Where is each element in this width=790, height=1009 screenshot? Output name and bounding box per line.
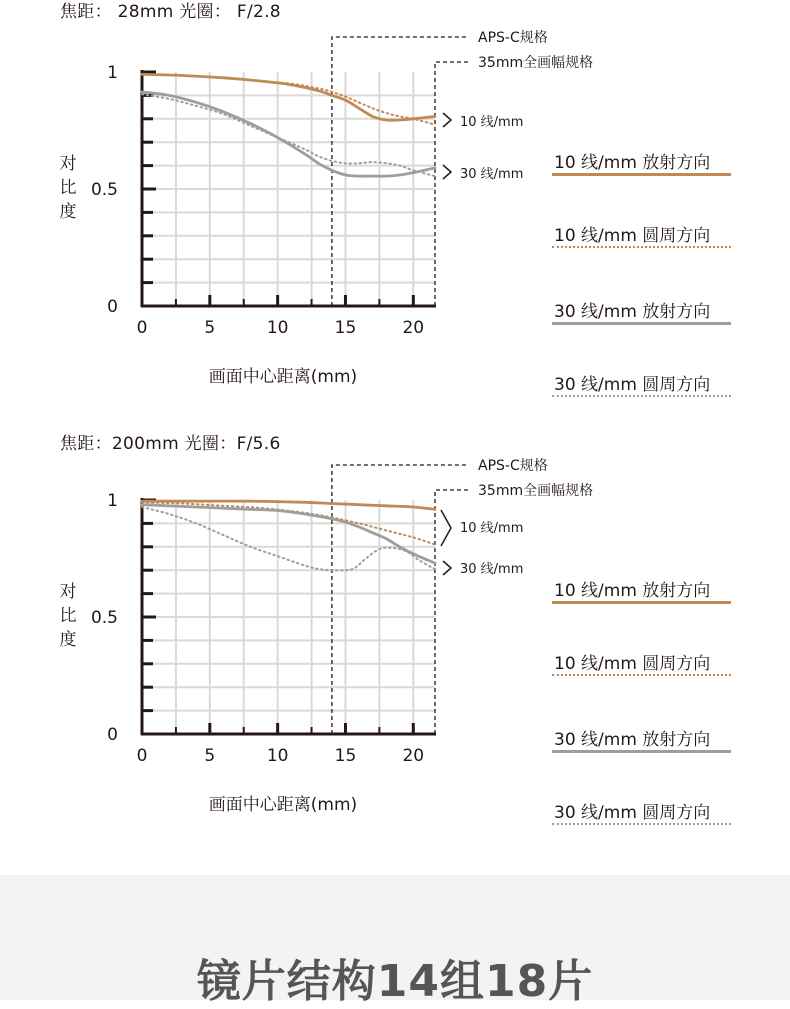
- annotation-chevron: [443, 113, 451, 127]
- series-line-3: [142, 94, 435, 176]
- x-tick-label: 10: [266, 318, 289, 338]
- legend-item-10-radial: [552, 148, 731, 178]
- y-tick-label: 1: [107, 63, 118, 83]
- x-tick-label: 0: [136, 318, 148, 338]
- y-tick-label: 0.5: [90, 608, 118, 628]
- annotation-bracket: [441, 510, 451, 546]
- series-line-0: [142, 74, 435, 120]
- legend-swatch: [552, 750, 731, 753]
- y-axis-label: 度: [59, 202, 77, 222]
- y-tick-label: 0: [107, 297, 118, 317]
- y-axis-label: 度: [59, 630, 77, 650]
- legend-swatch: [552, 173, 731, 176]
- annotation-10lp-label: 10 线/mm: [460, 521, 524, 536]
- x-tick-label: 20: [402, 746, 425, 766]
- annotation-30lp-label: 30 线/mm: [460, 167, 524, 182]
- full-frame-marker-label: 35mm全画幅规格: [478, 55, 594, 71]
- legend-item-10-tangential: [552, 649, 731, 679]
- legend-label: 10 线/mm 圆周方向: [554, 654, 711, 674]
- y-axis-label: 比: [59, 178, 77, 198]
- legend-swatch: [552, 246, 731, 248]
- full-frame-marker-line: [435, 62, 468, 306]
- legend-label: 10 线/mm 圆周方向: [554, 226, 711, 246]
- mtf-plot: [0, 0, 790, 430]
- lens-structure-title: 镜片结构14组18片: [196, 956, 594, 1007]
- legend-swatch: [552, 601, 731, 604]
- x-axis-label: 画面中心距离(mm): [208, 795, 358, 815]
- mtf-chart-28mm: [0, 0, 790, 430]
- legend-swatch: [552, 674, 731, 676]
- x-tick-label: 15: [334, 746, 357, 766]
- legend-label: 30 线/mm 圆周方向: [554, 803, 711, 823]
- legend-label: 30 线/mm 放射方向: [554, 730, 711, 750]
- annotation-10lp-label: 10 线/mm: [460, 115, 524, 130]
- x-tick-label: 10: [266, 746, 289, 766]
- legend-label: 10 线/mm 放射方向: [554, 153, 711, 173]
- legend-label: 10 线/mm 放射方向: [554, 581, 711, 601]
- aps-c-marker-label: APS-C规格: [478, 458, 548, 474]
- series-line-2: [142, 505, 435, 564]
- legend-swatch: [552, 395, 731, 397]
- x-tick-label: 0: [136, 746, 148, 766]
- legend-label: 30 线/mm 放射方向: [554, 302, 711, 322]
- mtf-chart-200mm: [0, 428, 790, 858]
- y-tick-label: 0: [107, 725, 118, 745]
- legend-swatch: [552, 823, 731, 825]
- annotation-30lp-label: 30 线/mm: [460, 562, 524, 577]
- chart-header: 焦距： 28mm 光圈： F/2.8: [60, 2, 281, 22]
- legend-item-10-radial: [552, 576, 731, 606]
- annotation-chevron: [443, 561, 451, 575]
- x-axis-label: 画面中心距离(mm): [208, 367, 358, 387]
- y-axis-label: 对: [59, 154, 77, 174]
- y-tick-label: 0.5: [90, 180, 118, 200]
- legend-item-30-tangential: [552, 370, 731, 400]
- legend-item-10-tangential: [552, 221, 731, 251]
- x-tick-label: 20: [402, 318, 425, 338]
- x-tick-label: 5: [204, 318, 216, 338]
- legend-label: 30 线/mm 圆周方向: [554, 375, 711, 395]
- x-tick-label: 5: [204, 746, 216, 766]
- legend-item-30-tangential: [552, 798, 731, 828]
- chart-header: 焦距：200mm 光圈：F/5.6: [60, 434, 281, 454]
- legend-swatch: [552, 322, 731, 325]
- mtf-plot: [0, 428, 790, 858]
- aps-c-marker-line: [332, 37, 468, 306]
- y-axis-label: 比: [59, 606, 77, 626]
- y-tick-label: 1: [107, 491, 118, 511]
- aps-c-marker-label: APS-C规格: [478, 30, 548, 46]
- series-line-3: [142, 507, 435, 570]
- legend-item-30-radial: [552, 297, 731, 327]
- y-axis-label: 对: [59, 582, 77, 602]
- full-frame-marker-label: 35mm全画幅规格: [478, 483, 594, 499]
- legend-item-30-radial: [552, 725, 731, 755]
- x-tick-label: 15: [334, 318, 357, 338]
- annotation-chevron: [443, 165, 451, 179]
